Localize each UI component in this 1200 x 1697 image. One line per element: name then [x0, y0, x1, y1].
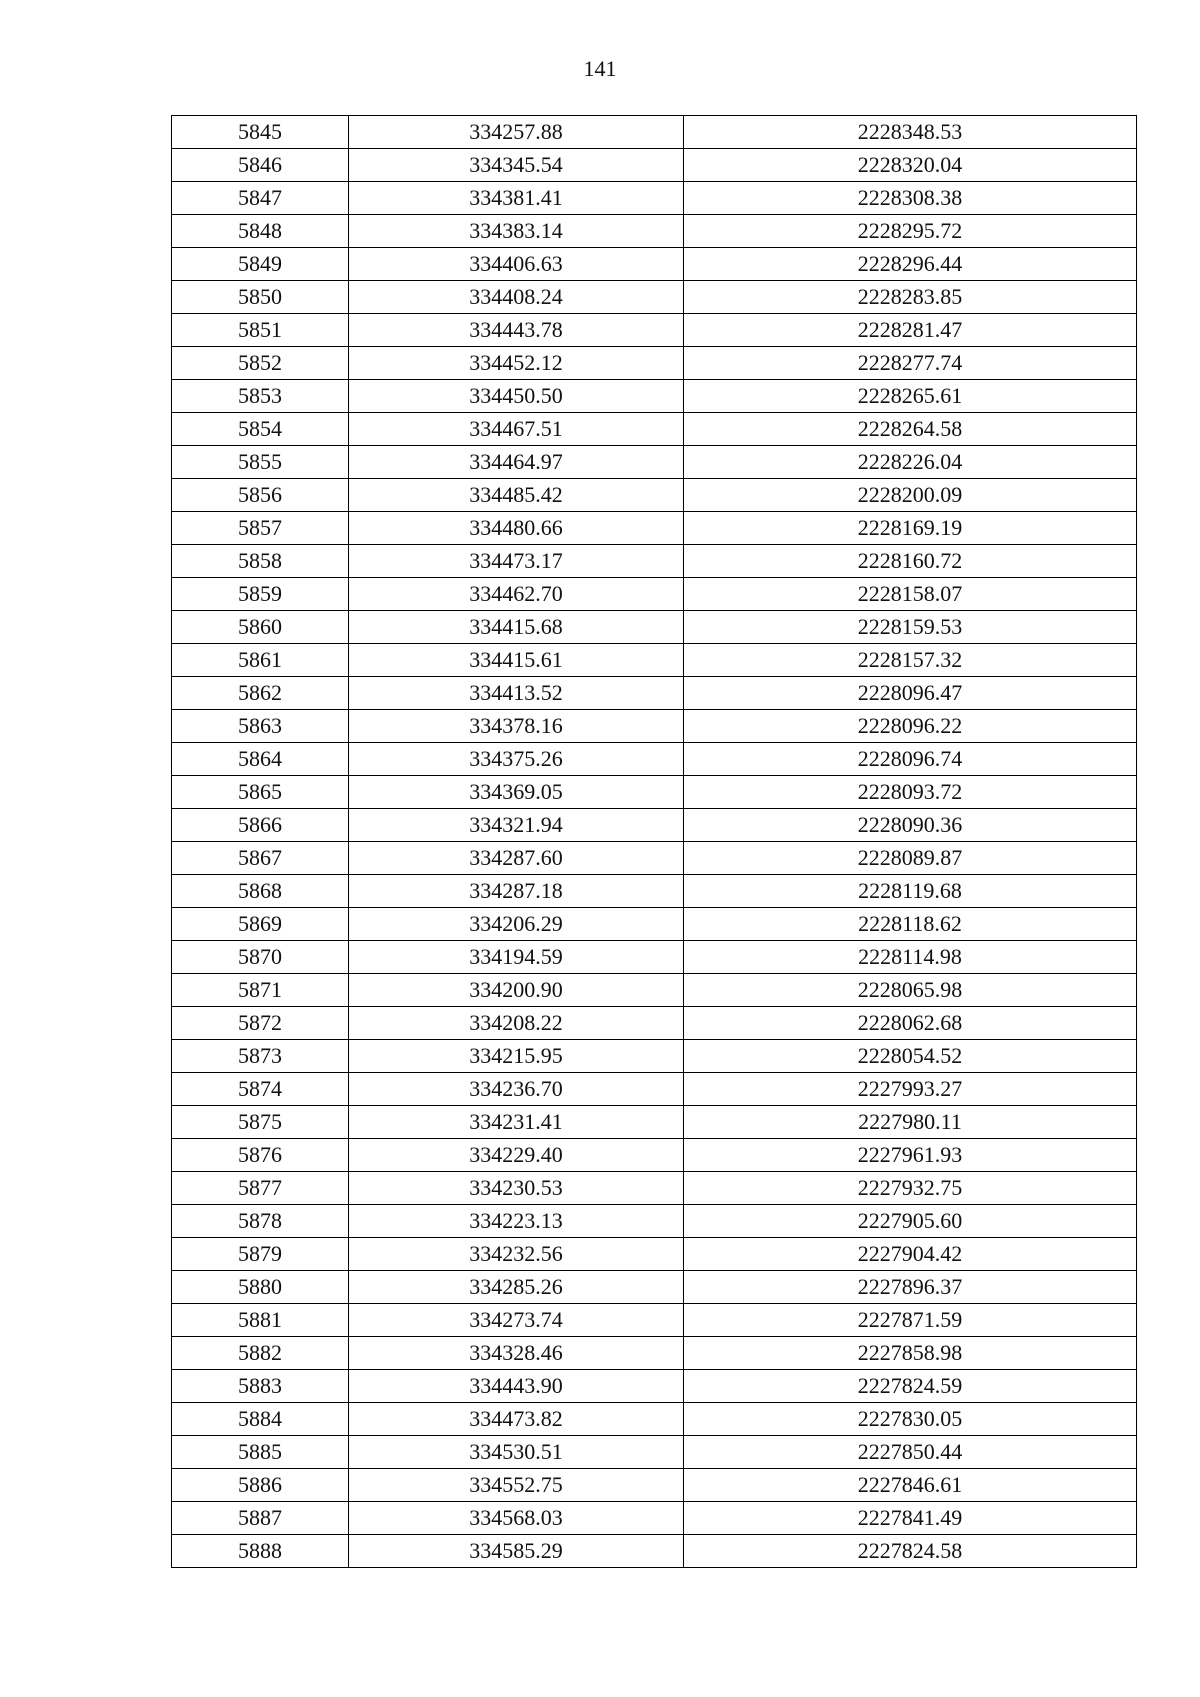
y-coordinate-cell: 2227896.37: [684, 1271, 1137, 1304]
y-coordinate-cell: 2228158.07: [684, 578, 1137, 611]
x-coordinate-cell: 334223.13: [349, 1205, 684, 1238]
y-coordinate-cell: 2227961.93: [684, 1139, 1137, 1172]
table-row: [172, 710, 1137, 743]
y-coordinate-cell: 2227830.05: [684, 1403, 1137, 1436]
y-coordinate-cell: 2227871.59: [684, 1304, 1137, 1337]
table-row: [172, 1007, 1137, 1040]
x-coordinate-cell: 334485.42: [349, 479, 684, 512]
table-row: [172, 1370, 1137, 1403]
table-row: [172, 974, 1137, 1007]
y-coordinate-cell: 2228114.98: [684, 941, 1137, 974]
x-coordinate-cell: 334345.54: [349, 149, 684, 182]
x-coordinate-cell: 334415.68: [349, 611, 684, 644]
y-coordinate-cell: 2227850.44: [684, 1436, 1137, 1469]
table-row: [172, 1403, 1137, 1436]
x-coordinate-cell: 334480.66: [349, 512, 684, 545]
y-coordinate-cell: 2228265.61: [684, 380, 1137, 413]
x-coordinate-cell: 334236.70: [349, 1073, 684, 1106]
point-number-cell: 5855: [172, 446, 349, 479]
table-row: [172, 1205, 1137, 1238]
x-coordinate-cell: 334328.46: [349, 1337, 684, 1370]
table-row: [172, 413, 1137, 446]
x-coordinate-cell: 334464.97: [349, 446, 684, 479]
point-number-cell: 5858: [172, 545, 349, 578]
x-coordinate-cell: 334194.59: [349, 941, 684, 974]
y-coordinate-cell: 2228200.09: [684, 479, 1137, 512]
y-coordinate-cell: 2227824.59: [684, 1370, 1137, 1403]
x-coordinate-cell: 334585.29: [349, 1535, 684, 1568]
y-coordinate-cell: 2227841.49: [684, 1502, 1137, 1535]
x-coordinate-cell: 334467.51: [349, 413, 684, 446]
table-row: [172, 941, 1137, 974]
x-coordinate-cell: 334452.12: [349, 347, 684, 380]
y-coordinate-cell: 2228065.98: [684, 974, 1137, 1007]
point-number-cell: 5865: [172, 776, 349, 809]
table-row: [172, 1172, 1137, 1205]
point-number-cell: 5884: [172, 1403, 349, 1436]
y-coordinate-cell: 2228119.68: [684, 875, 1137, 908]
point-number-cell: 5871: [172, 974, 349, 1007]
table-row: [172, 611, 1137, 644]
y-coordinate-cell: 2228277.74: [684, 347, 1137, 380]
point-number-cell: 5882: [172, 1337, 349, 1370]
x-coordinate-cell: 334568.03: [349, 1502, 684, 1535]
table-row: [172, 1040, 1137, 1073]
x-coordinate-cell: 334257.88: [349, 116, 684, 149]
point-number-cell: 5849: [172, 248, 349, 281]
table-row: [172, 149, 1137, 182]
table-row: [172, 545, 1137, 578]
point-number-cell: 5869: [172, 908, 349, 941]
table-row: [172, 347, 1137, 380]
table-row: [172, 512, 1137, 545]
point-number-cell: 5861: [172, 644, 349, 677]
x-coordinate-cell: 334231.41: [349, 1106, 684, 1139]
y-coordinate-cell: 2227824.58: [684, 1535, 1137, 1568]
point-number-cell: 5880: [172, 1271, 349, 1304]
point-number-cell: 5859: [172, 578, 349, 611]
x-coordinate-cell: 334530.51: [349, 1436, 684, 1469]
y-coordinate-cell: 2228090.36: [684, 809, 1137, 842]
x-coordinate-cell: 334287.60: [349, 842, 684, 875]
x-coordinate-cell: 334230.53: [349, 1172, 684, 1205]
table-row: [172, 380, 1137, 413]
table-row: [172, 875, 1137, 908]
x-coordinate-cell: 334415.61: [349, 644, 684, 677]
table-row: [172, 1304, 1137, 1337]
y-coordinate-cell: 2227980.11: [684, 1106, 1137, 1139]
point-number-cell: 5886: [172, 1469, 349, 1502]
table-row: [172, 677, 1137, 710]
y-coordinate-cell: 2228320.04: [684, 149, 1137, 182]
point-number-cell: 5868: [172, 875, 349, 908]
point-number-cell: 5862: [172, 677, 349, 710]
x-coordinate-cell: 334413.52: [349, 677, 684, 710]
x-coordinate-cell: 334450.50: [349, 380, 684, 413]
y-coordinate-cell: 2228054.52: [684, 1040, 1137, 1073]
y-coordinate-cell: 2228169.19: [684, 512, 1137, 545]
x-coordinate-cell: 334229.40: [349, 1139, 684, 1172]
x-coordinate-cell: 334443.78: [349, 314, 684, 347]
y-coordinate-cell: 2227905.60: [684, 1205, 1137, 1238]
x-coordinate-cell: 334200.90: [349, 974, 684, 1007]
point-number-cell: 5872: [172, 1007, 349, 1040]
y-coordinate-cell: 2227846.61: [684, 1469, 1137, 1502]
point-number-cell: 5864: [172, 743, 349, 776]
y-coordinate-cell: 2228096.22: [684, 710, 1137, 743]
point-number-cell: 5879: [172, 1238, 349, 1271]
table-row: [172, 215, 1137, 248]
point-number-cell: 5847: [172, 182, 349, 215]
table-row: [172, 116, 1137, 149]
point-number-cell: 5888: [172, 1535, 349, 1568]
y-coordinate-cell: 2228295.72: [684, 215, 1137, 248]
x-coordinate-cell: 334473.17: [349, 545, 684, 578]
point-number-cell: 5876: [172, 1139, 349, 1172]
table-row: [172, 248, 1137, 281]
point-number-cell: 5878: [172, 1205, 349, 1238]
table-row: [172, 1271, 1137, 1304]
x-coordinate-cell: 334287.18: [349, 875, 684, 908]
y-coordinate-cell: 2228089.87: [684, 842, 1137, 875]
y-coordinate-cell: 2227993.27: [684, 1073, 1137, 1106]
point-number-cell: 5860: [172, 611, 349, 644]
y-coordinate-cell: 2228096.47: [684, 677, 1137, 710]
coordinates-table-body: [172, 116, 1137, 1568]
y-coordinate-cell: 2227904.42: [684, 1238, 1137, 1271]
table-row: [172, 842, 1137, 875]
y-coordinate-cell: 2228281.47: [684, 314, 1137, 347]
table-row: [172, 1139, 1137, 1172]
table-row: [172, 644, 1137, 677]
x-coordinate-cell: 334443.90: [349, 1370, 684, 1403]
x-coordinate-cell: 334552.75: [349, 1469, 684, 1502]
y-coordinate-cell: 2228264.58: [684, 413, 1137, 446]
y-coordinate-cell: 2228160.72: [684, 545, 1137, 578]
x-coordinate-cell: 334381.41: [349, 182, 684, 215]
point-number-cell: 5853: [172, 380, 349, 413]
x-coordinate-cell: 334215.95: [349, 1040, 684, 1073]
point-number-cell: 5867: [172, 842, 349, 875]
y-coordinate-cell: 2227932.75: [684, 1172, 1137, 1205]
point-number-cell: 5887: [172, 1502, 349, 1535]
table-row: [172, 314, 1137, 347]
x-coordinate-cell: 334473.82: [349, 1403, 684, 1436]
y-coordinate-cell: 2228096.74: [684, 743, 1137, 776]
y-coordinate-cell: 2228093.72: [684, 776, 1137, 809]
table-row: [172, 182, 1137, 215]
table-row: [172, 908, 1137, 941]
y-coordinate-cell: 2228159.53: [684, 611, 1137, 644]
point-number-cell: 5848: [172, 215, 349, 248]
point-number-cell: 5846: [172, 149, 349, 182]
y-coordinate-cell: 2228226.04: [684, 446, 1137, 479]
x-coordinate-cell: 334408.24: [349, 281, 684, 314]
x-coordinate-cell: 334208.22: [349, 1007, 684, 1040]
point-number-cell: 5863: [172, 710, 349, 743]
point-number-cell: 5845: [172, 116, 349, 149]
x-coordinate-cell: 334232.56: [349, 1238, 684, 1271]
point-number-cell: 5875: [172, 1106, 349, 1139]
x-coordinate-cell: 334462.70: [349, 578, 684, 611]
table-row: [172, 1238, 1137, 1271]
coordinates-table: [171, 115, 1137, 1568]
table-row: [172, 578, 1137, 611]
x-coordinate-cell: 334285.26: [349, 1271, 684, 1304]
point-number-cell: 5874: [172, 1073, 349, 1106]
point-number-cell: 5881: [172, 1304, 349, 1337]
x-coordinate-cell: 334206.29: [349, 908, 684, 941]
table-row: [172, 1073, 1137, 1106]
table-row: [172, 1535, 1137, 1568]
point-number-cell: 5857: [172, 512, 349, 545]
x-coordinate-cell: 334273.74: [349, 1304, 684, 1337]
table-row: [172, 1469, 1137, 1502]
y-coordinate-cell: 2228062.68: [684, 1007, 1137, 1040]
point-number-cell: 5883: [172, 1370, 349, 1403]
y-coordinate-cell: 2227858.98: [684, 1337, 1137, 1370]
y-coordinate-cell: 2228296.44: [684, 248, 1137, 281]
x-coordinate-cell: 334406.63: [349, 248, 684, 281]
table-row: [172, 809, 1137, 842]
x-coordinate-cell: 334321.94: [349, 809, 684, 842]
y-coordinate-cell: 2228348.53: [684, 116, 1137, 149]
table-row: [172, 1337, 1137, 1370]
table-row: [172, 776, 1137, 809]
y-coordinate-cell: 2228118.62: [684, 908, 1137, 941]
table-row: [172, 479, 1137, 512]
table-row: [172, 446, 1137, 479]
table-row: [172, 1106, 1137, 1139]
y-coordinate-cell: 2228308.38: [684, 182, 1137, 215]
point-number-cell: 5866: [172, 809, 349, 842]
point-number-cell: 5856: [172, 479, 349, 512]
page-number: 141: [583, 56, 617, 81]
x-coordinate-cell: 334369.05: [349, 776, 684, 809]
point-number-cell: 5852: [172, 347, 349, 380]
point-number-cell: 5873: [172, 1040, 349, 1073]
y-coordinate-cell: 2228283.85: [684, 281, 1137, 314]
point-number-cell: 5851: [172, 314, 349, 347]
table-row: [172, 1502, 1137, 1535]
point-number-cell: 5854: [172, 413, 349, 446]
point-number-cell: 5877: [172, 1172, 349, 1205]
table-row: [172, 743, 1137, 776]
point-number-cell: 5885: [172, 1436, 349, 1469]
x-coordinate-cell: 334383.14: [349, 215, 684, 248]
table-row: [172, 1436, 1137, 1469]
x-coordinate-cell: 334378.16: [349, 710, 684, 743]
x-coordinate-cell: 334375.26: [349, 743, 684, 776]
point-number-cell: 5870: [172, 941, 349, 974]
point-number-cell: 5850: [172, 281, 349, 314]
y-coordinate-cell: 2228157.32: [684, 644, 1137, 677]
table-row: [172, 281, 1137, 314]
